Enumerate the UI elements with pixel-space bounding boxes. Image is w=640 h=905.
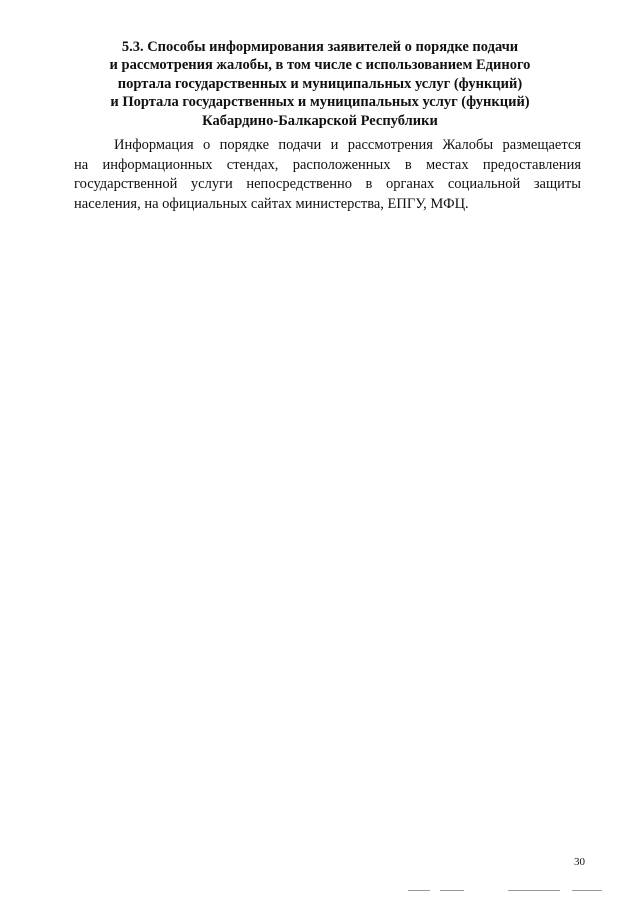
scan-artifact-line xyxy=(408,890,430,891)
scan-artifact-line xyxy=(572,890,602,891)
heading-line: и Портала государственных и муниципальных услуг (функций) xyxy=(110,94,530,111)
body-paragraph xyxy=(74,136,581,214)
page-number: 30 xyxy=(574,856,585,868)
heading-line: Кабардино-Балкарской Республики xyxy=(202,112,438,129)
paragraph-line: государственной услуги непосредственно в органах социальной защиты xyxy=(74,176,581,192)
heading-line: портала государственных и муниципальных услуг (функций) xyxy=(117,75,523,92)
paragraph-line: Информация о порядке подачи и рассмотрения Жалобы размещается xyxy=(114,137,581,153)
section-heading xyxy=(60,38,580,130)
paragraph-line: на информационных стендах, расположенных в местах предоставления xyxy=(74,156,581,173)
heading-line: и рассмотрения жалобы, в том числе с использованием Единого xyxy=(109,57,531,74)
scan-artifact-line xyxy=(508,890,560,891)
paragraph-line: населения, на официальных сайтах министерства, ЕПГУ, МФЦ. xyxy=(74,195,469,212)
heading-line: 5.3. Способы информирования заявителей о порядке подачи xyxy=(121,39,519,55)
scan-artifact-line xyxy=(440,890,464,891)
